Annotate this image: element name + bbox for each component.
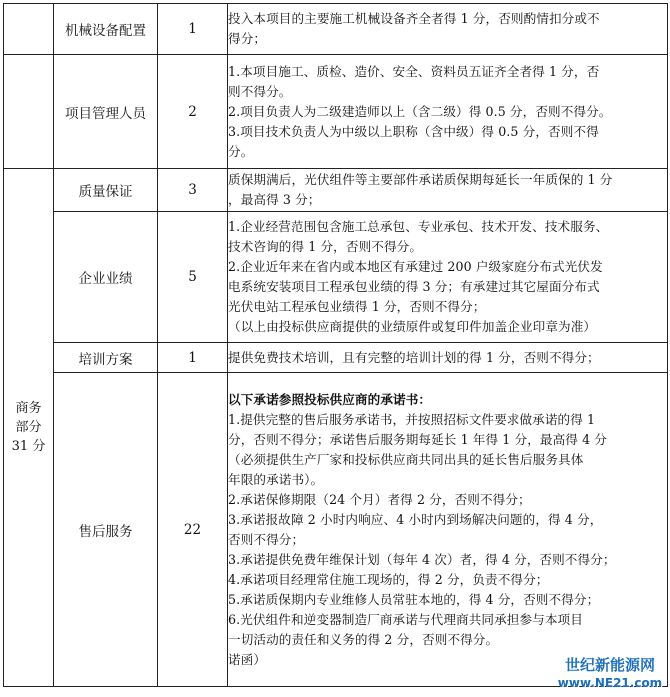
criteria-cell (228, 55, 668, 169)
item-points: 3 (158, 169, 228, 212)
criteria-cell (228, 4, 668, 55)
scoring-table (3, 3, 668, 687)
criteria-line: 光伏电站工程承包业绩得 1 分，否则不得分； (228, 299, 486, 314)
criteria-cell (228, 343, 668, 373)
category-cell-empty (4, 55, 54, 169)
item-points: 22 (158, 373, 228, 687)
criteria-cell (228, 212, 668, 343)
item-name: 项目管理人员 (54, 55, 158, 169)
criteria-line: 2.承诺保修期限（24 个月）者得 2 分，否则不得分； (228, 491, 531, 507)
criteria-line: 2.企业近年来在省内或本地区有承建过 200 户级家庭分布式光伏发 (228, 259, 603, 274)
criteria-line: 6.光伏组件和逆变器制造厂商承诺与代理商共同承担参与本项目 (228, 611, 583, 627)
criteria-line: 分，否则不得分；承诺售后服务期每延长 1 年得 1 分，最高得 4 分 (228, 431, 607, 447)
item-points: 5 (158, 212, 228, 343)
criteria-line: 则不得分。 (228, 83, 292, 99)
criteria-line: 质保期满后，光伏组件等主要部件承诺质保期每延长一年质保的 1 分 (228, 172, 613, 187)
criteria-line: （以上由投标供应商提供的业绩原件或复印件加盖企业印章为准） (228, 319, 597, 334)
criteria-line: 电系统安装项目工程承包业绩的得 3 分；有承建过其它屋面分布式 (228, 279, 600, 294)
table-row (4, 343, 668, 373)
item-name: 机械设备配置 (54, 4, 158, 55)
category-cell (4, 169, 54, 687)
table-row (4, 4, 668, 55)
criteria-line: 2.项目负责人为二级建造师以上（含二级）得 0.5 分，否则不得分。 (228, 103, 612, 119)
criteria-line: 3.项目技术负责人为中级以上职称（含中级）得 0.5 分，否则不得 (228, 123, 599, 139)
item-name: 企业业绩 (54, 212, 158, 343)
table-row (4, 169, 668, 212)
watermark-url: www.NE21.com (557, 676, 663, 690)
item-name: 质量保证 (54, 169, 158, 212)
table-row (4, 373, 668, 687)
watermark-title: 世纪新能源网 (564, 656, 655, 674)
criteria-line: 得分； (228, 31, 267, 46)
criteria-line: 年限的承诺书）。 (228, 471, 324, 487)
category-cell-empty (4, 4, 54, 55)
criteria-line: 提供免费技术培训，且有完整的培训计划的得 1 分，否则不得分； (228, 349, 600, 365)
item-points: 2 (158, 55, 228, 169)
table-row (4, 212, 668, 343)
criteria-line: 1.提供完整的售后服务承诺书，并按照招标文件要求做承诺的得 1 (228, 411, 596, 427)
item-name: 培训方案 (54, 343, 158, 373)
criteria-line: 1.企业经营范围包含施工总承包、专业承包、技术开发、技术服务、 (228, 219, 609, 234)
criteria-line: 4.承诺项目经理常住施工现场的，得 2 分，负责不得分； (228, 571, 549, 587)
site-watermark (556, 655, 664, 695)
criteria-line: 5.承诺质保期内专业维修人员常驻本地的，得 4 分，否则不得分； (228, 591, 600, 607)
criteria-line: ，最高得 3 分； (228, 192, 321, 207)
criteria-cell (228, 169, 668, 212)
table-row (4, 55, 668, 169)
criteria-line: 否则不得分； (228, 531, 305, 547)
criteria-cell (228, 373, 668, 687)
category-label: 商务部分 31 分 (11, 401, 46, 454)
item-points: 1 (158, 343, 228, 373)
criteria-line: （必须提供生产厂家和投标供应商共同出具的延长售后服务具体 (228, 451, 584, 467)
criteria-line: 投入本项目的主要施工机械设备齐全者得 1 分，否则酌情扣分或不 (228, 11, 600, 26)
item-points: 1 (158, 4, 228, 55)
criteria-line: 一切活动的责任和义务的得 2 分，否则不得分。 (228, 631, 499, 647)
criteria-line: 3.承诺提供免费年维保计划（每年 4 次）者，得 4 分，否则不得分； (228, 551, 616, 567)
criteria-line: 技术咨询的得 1 分，否则不得分。 (228, 239, 423, 254)
criteria-line: 1.本项目施工、质检、造价、安全、资料员五证齐全者得 1 分，否 (228, 63, 600, 79)
item-name: 售后服务 (54, 373, 158, 687)
criteria-lead: 以下承诺参照投标供应商的承诺书： (228, 391, 432, 407)
criteria-line: 诺函） (228, 651, 267, 667)
criteria-line: 分。 (228, 143, 254, 159)
criteria-line: 3.承诺报故障 2 小时内响应、4 小时内到场解决问题的，得 4 分， (228, 511, 603, 527)
